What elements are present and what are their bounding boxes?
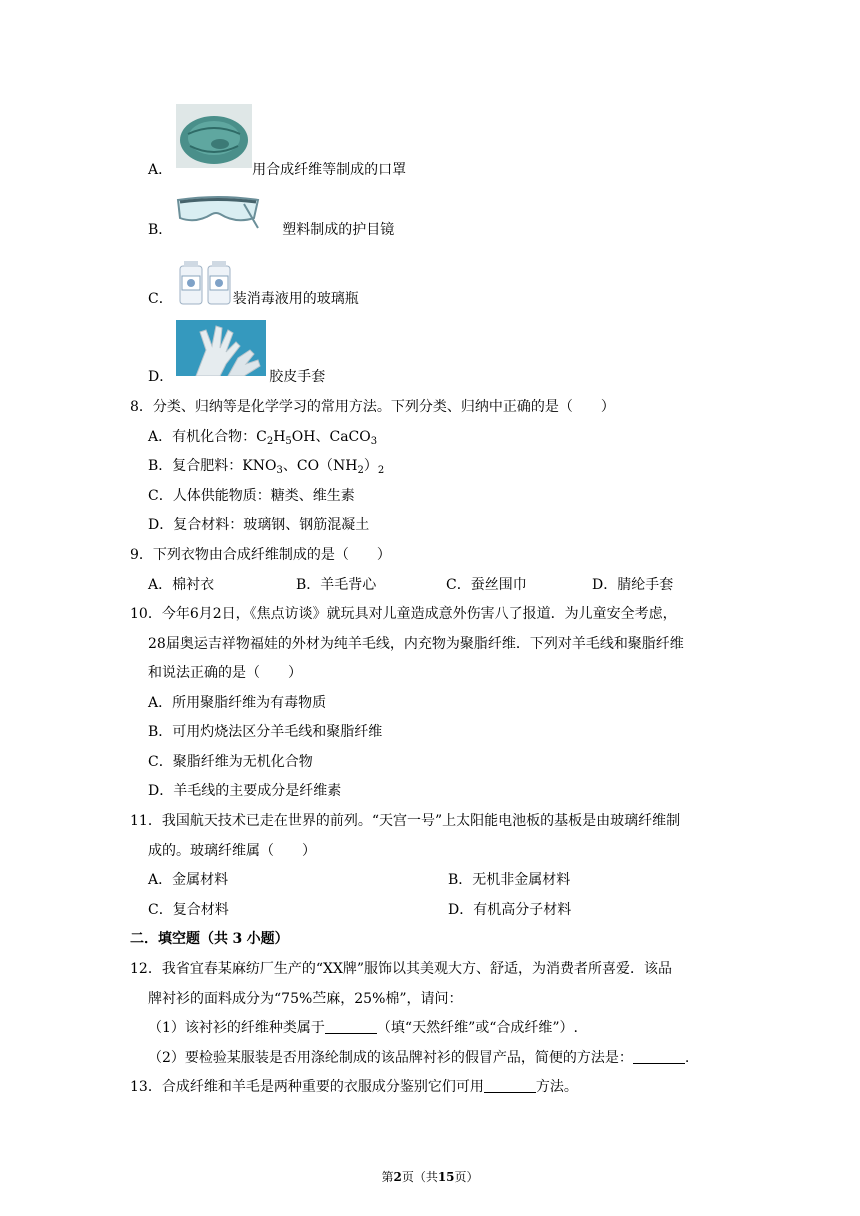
q12-sub2: （2）要检验某服装是否用涤纶制成的该品牌衬衫的假冒产品，简便的方法是： . [148,1050,690,1066]
q10-option-d: D．羊毛线的主要成分是纤维素 [148,783,342,799]
q10-option-b: B．可用灼烧法区分羊毛线和聚脂纤维 [148,724,383,740]
q10-option-c: C．聚脂纤维为无机化合物 [148,754,313,770]
q12-stem-line1: 12．我省宜春某麻纺厂生产的“XX牌”服饰以其美观大方、舒适，为消费者所喜爱．该品 [130,961,673,977]
q10-stem-line1: 10．今年6月2日，《焦点访谈》就玩具对儿童造成意外伤害八了报道．为儿童安全考虑， [130,606,677,622]
q8-option-a: A．有机化合物：$C_2H_5OH$、CaCO$_3$ [148,429,378,447]
answer-blank[interactable] [633,1049,685,1064]
q11-option-d: D．有机高分子材料 [448,902,572,918]
q12-stem-line2: 牌衬衫的面料成分为“75%苎麻，25%棉”，请问： [148,991,463,1007]
answer-blank[interactable] [484,1078,536,1093]
q9-option-d: D．腈纶手套 [592,577,674,593]
q8-option-c: C．人体供能物质：糖类、维生素 [148,488,355,504]
page-footer: 第2页（共15页） [381,1170,479,1184]
q10-option-a: A．所用聚脂纤维为有毒物质 [148,695,327,711]
q8-stem: 8．分类、归纳等是化学学习的常用方法。下列分类、归纳中正确的是（ ） [130,399,615,415]
q11-option-c: C．复合材料 [148,902,229,918]
q7-option-c: C． 装消毒液用的玻璃瓶 [148,291,359,307]
answer-blank[interactable] [325,1019,377,1034]
q11-stem-line2: 成的。玻璃纤维属（ ） [148,843,316,859]
q7-option-b: B． 塑料制成的护目镜 [148,222,395,238]
q11-stem-line1: 11．我国航天技术已走在世界的前列。“天宫一号”上太阳能电池板的基板是由玻璃纤维制 [130,813,681,829]
q9-option-b: B．羊毛背心 [296,577,377,593]
q9-option-a: A．棉衬衣 [148,577,215,593]
q13-stem: 13．合成纤维和羊毛是两种重要的衣服成分鉴别它们可用 方法。 [130,1079,578,1095]
q10-stem-line3: 和说法正确的是（ ） [148,665,302,681]
q11-option-b: B．无机非金属材料 [448,872,571,888]
q7-option-a: A． 用合成纤维等制成的口罩 [148,162,407,178]
q11-option-a: A．金属材料 [148,872,229,888]
q7-option-d: D． 胶皮手套 [148,369,326,385]
q9-stem: 9．下列衣物由合成纤维制成的是（ ） [130,547,391,563]
q8-option-b: B．复合肥料：$KNO_3$、$CO(NH_2)_2$ [148,458,385,476]
q10-stem-line2: 28届奥运吉祥物福娃的外材为纯羊毛线，内充物为聚脂纤维．下列对羊毛线和聚脂纤维 [148,636,684,652]
q9-option-c: C．蚕丝围巾 [446,577,527,593]
mask-image [176,104,252,168]
section-heading: 二．填空题（共 3 小题） [130,931,289,947]
q12-sub1: （1）该衬衫的纤维种类属于 （填“天然纤维”或“合成纤维”）. [148,1020,579,1036]
q8-option-d: D．复合材料：玻璃钢、钢筋混凝土 [148,517,370,533]
q9-options [148,575,708,595]
